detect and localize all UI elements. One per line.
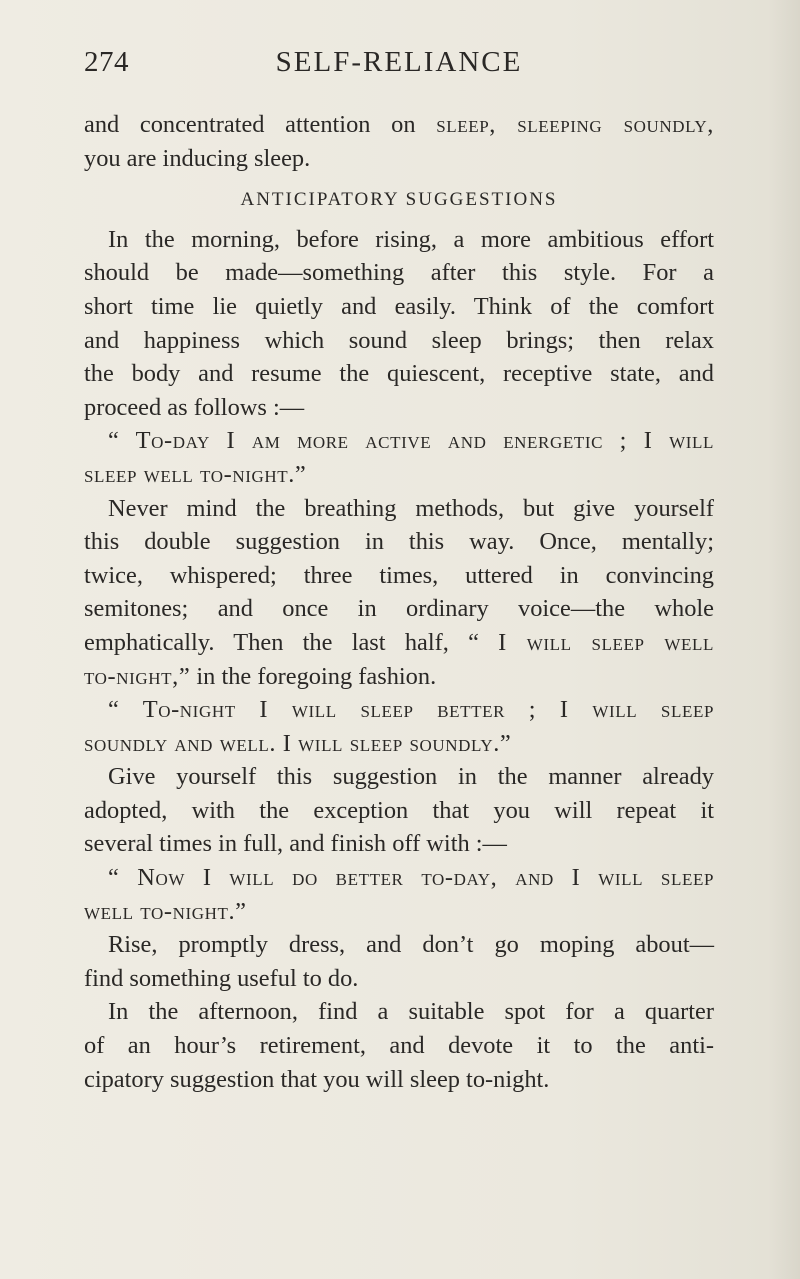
text-line: find something useful to do. — [84, 964, 359, 992]
text-line: adopted, with the exception that you will repeat it — [84, 796, 714, 824]
page-number: 274 — [84, 46, 129, 78]
page-header — [84, 46, 714, 86]
quoted-suggestion: “ To-night I will sleep better ; I will sleep — [108, 696, 714, 724]
quoted-suggestion: sleep well to-night.” — [84, 460, 307, 488]
text-line: emphatically. Then the last half, “ I will sleep well — [84, 628, 714, 656]
text-line: proceed as follows :— — [84, 393, 305, 421]
text-line: In the morning, before rising, a more ambitious effort — [108, 225, 714, 253]
text-line: short time lie quietly and easily. Think of the comfort — [84, 292, 714, 320]
text-line: Rise, promptly dress, and don’t go moping about— — [108, 931, 714, 959]
text-line: Give yourself this suggestion in the manner already — [108, 763, 714, 791]
text-line: the body and resume the quiescent, receptive state, and — [84, 360, 714, 388]
quoted-suggestion: “ Now I will do better to-day, and I will sleep — [108, 864, 714, 892]
text-line: to-night,” in the foregoing fashion. — [84, 662, 437, 690]
text-line: Never mind the breathing methods, but give yourself — [108, 494, 714, 522]
text-line: In the afternoon, find a suitable spot for a quarter — [108, 998, 714, 1026]
text-line: should be made—something after this style. For a — [84, 259, 714, 287]
text-line: and concentrated attention on sleep, sleeping soundly, — [84, 111, 714, 138]
text-line: several times in full, and finish off with :— — [84, 830, 507, 858]
text-line: and happiness which sound sleep brings; then relax — [84, 326, 714, 354]
text-line: cipatory suggestion that you will sleep to-night. — [84, 1065, 550, 1093]
running-head: SELF-RELIANCE — [275, 46, 523, 78]
text-line: this double suggestion in this way. Once, mentally; — [84, 528, 714, 556]
text-line: semitones; and once in ordinary voice—the whole — [84, 595, 714, 623]
quoted-suggestion: “ To-day I am more active and energetic ; I will — [108, 427, 714, 455]
quoted-suggestion: well to-night.” — [84, 897, 247, 925]
text-line: twice, whispered; three times, uttered in convincing — [84, 561, 714, 589]
text-line: of an hour’s retirement, and devote it to the anti- — [84, 1032, 714, 1060]
quoted-suggestion: soundly and well. I will sleep soundly.” — [84, 729, 512, 757]
text-line: you are inducing sleep. — [84, 144, 311, 172]
body-text — [84, 108, 714, 1096]
section-heading: ANTICIPATORY SUGGESTIONS — [240, 189, 558, 211]
